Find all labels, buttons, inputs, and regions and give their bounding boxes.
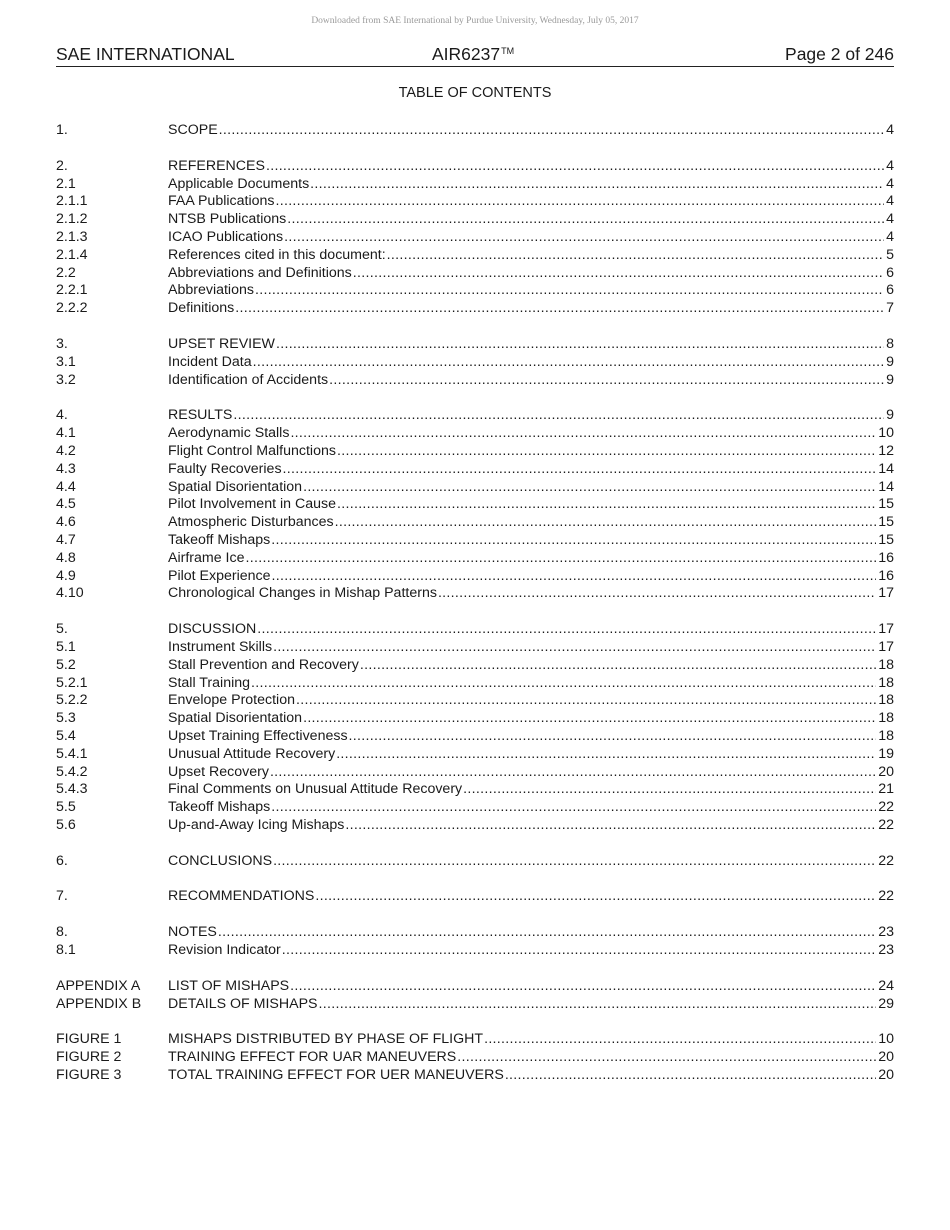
toc-entry[interactable] [56, 1049, 894, 1067]
toc-entry[interactable] [56, 265, 894, 283]
dot-leader [233, 407, 884, 425]
dot-leader [335, 514, 877, 532]
toc-entry-page: 15 [878, 496, 894, 513]
toc-entry-page: 6 [886, 282, 894, 299]
dot-leader [438, 585, 876, 603]
toc-entry-title: Chronological Changes in Mishap Patterns [168, 585, 437, 602]
dot-leader [235, 300, 884, 318]
toc-entry-page: 20 [878, 763, 894, 780]
toc-entry[interactable] [56, 996, 894, 1014]
dot-leader [284, 229, 884, 247]
toc-entry-page: 7 [886, 300, 894, 317]
toc-entry-number: 5. [56, 621, 68, 638]
toc-entry-number: 5.2.2 [56, 692, 88, 709]
toc-entry-page: 17 [878, 585, 894, 602]
toc-entry-page: 14 [878, 478, 894, 495]
toc-entry-page: 8 [886, 335, 894, 352]
dot-leader [251, 675, 876, 693]
toc-entry-page: 4 [886, 211, 894, 228]
dot-leader [253, 354, 885, 372]
trademark-mark: TM [501, 46, 515, 56]
toc-entry-page: 12 [878, 442, 894, 459]
toc-entry-page: 10 [878, 1031, 894, 1048]
toc-entry-title: Spatial Disorientation [168, 710, 303, 727]
dot-leader [273, 853, 876, 871]
toc-entry-number: 4.4 [56, 478, 76, 495]
toc-entry-number: 5.2.1 [56, 674, 88, 691]
toc-section-group [56, 888, 894, 906]
toc-entry-title: Aerodynamic Stalls [168, 425, 290, 442]
dot-leader [276, 336, 884, 354]
toc-entry-page: 9 [886, 371, 894, 388]
toc-entry-number: 8. [56, 924, 68, 941]
toc-entry-page: 15 [878, 531, 894, 548]
dot-leader [282, 942, 876, 960]
toc-entry-page: 17 [878, 638, 894, 655]
toc-entry-number: 5.6 [56, 816, 76, 833]
toc-entry-page: 22 [878, 816, 894, 833]
toc-entry-title: Flight Control Malfunctions [168, 442, 336, 459]
dot-leader [271, 532, 876, 550]
toc-entry[interactable] [56, 799, 894, 817]
dot-leader [287, 211, 884, 229]
toc-entry-page: 20 [878, 1067, 894, 1084]
toc-entry-page: 29 [878, 995, 894, 1012]
dot-leader [337, 443, 876, 461]
toc-entry-title: Stall Prevention and Recovery [168, 656, 359, 673]
toc-entry-page: 9 [886, 407, 894, 424]
org-name: SAE INTERNATIONAL [56, 44, 235, 64]
toc-entry-title: SCOPE [168, 122, 218, 138]
toc-entry[interactable] [56, 407, 894, 425]
toc-entry-title: DETAILS OF MISHAPS [168, 995, 318, 1012]
toc-entry-title: Abbreviations [168, 282, 254, 299]
toc-entry[interactable] [56, 781, 894, 799]
dot-leader [315, 888, 876, 906]
toc-entry-number: 4.10 [56, 585, 84, 602]
dot-leader [484, 1031, 876, 1049]
dot-leader [266, 158, 884, 176]
toc-entry[interactable] [56, 1031, 894, 1049]
toc-entry-page: 22 [878, 888, 894, 905]
toc-entry-title: Atmospheric Disturbances [168, 514, 334, 531]
dot-leader [283, 461, 877, 479]
toc-entry[interactable] [56, 461, 894, 479]
dot-leader [336, 746, 876, 764]
toc-entry-title: TRAINING EFFECT FOR UAR MANEUVERS [168, 1049, 457, 1066]
toc-section-group [56, 621, 894, 835]
toc-entry-title: Identification of Accidents [168, 371, 329, 388]
toc-entry-number: 2.1.4 [56, 246, 88, 263]
toc-entry-page: 4 [886, 157, 894, 174]
dot-leader [303, 479, 876, 497]
toc-entry-title: LIST OF MISHAPS [168, 977, 290, 994]
toc-entry-title: NOTES [168, 924, 217, 941]
toc-entry[interactable] [56, 888, 894, 906]
toc-entry-number: 4.1 [56, 425, 76, 442]
toc-entry-page: 10 [878, 425, 894, 442]
toc-entry-number: FIGURE 2 [56, 1049, 122, 1066]
toc-entry-page: 6 [886, 264, 894, 281]
toc-entry[interactable] [56, 514, 894, 532]
toc-entry-number: 4.3 [56, 460, 76, 477]
toc-entry-page: 4 [886, 175, 894, 192]
toc-entry[interactable] [56, 176, 894, 194]
toc-entry-page: 16 [878, 567, 894, 584]
toc-entry-page: 18 [878, 674, 894, 691]
toc-entry[interactable] [56, 247, 894, 265]
toc-section-group [56, 336, 894, 389]
toc-entry-number: FIGURE 1 [56, 1031, 122, 1048]
dot-leader [349, 728, 877, 746]
toc-section-group [56, 978, 894, 1014]
toc-entry[interactable] [56, 978, 894, 996]
toc-entry-page: 22 [878, 799, 894, 816]
page-number: Page 2 of 246 [785, 44, 894, 64]
toc-entry-page: 15 [878, 514, 894, 531]
dot-leader [290, 978, 876, 996]
toc-entry-page: 4 [886, 193, 894, 210]
toc-entry-title: Applicable Documents [168, 175, 310, 192]
toc-entry-number: 6. [56, 852, 68, 869]
toc-entry-title: Pilot Experience [168, 567, 271, 584]
toc-entry-page: 4 [886, 122, 894, 138]
toc-entry[interactable] [56, 1067, 894, 1085]
toc-entry-number: 3.1 [56, 353, 76, 370]
toc-entry[interactable] [56, 924, 894, 942]
document-id-text: AIR6237 [432, 44, 501, 64]
download-watermark: Downloaded from SAE International by Purdue University, Wednesday, July 05, 2017 [311, 16, 639, 26]
toc-entry-number: 4.2 [56, 442, 76, 459]
toc-entry-title: Airframe Ice [168, 549, 245, 566]
dot-leader [353, 265, 884, 283]
toc-entry-number: APPENDIX B [56, 995, 142, 1012]
toc-entry[interactable] [56, 764, 894, 782]
document-id [432, 44, 514, 65]
toc-entry-title: RECOMMENDATIONS [168, 888, 315, 905]
dot-leader [270, 764, 876, 782]
toc-entry-number: 4.8 [56, 549, 76, 566]
toc-entry-title: NTSB Publications [168, 211, 287, 228]
toc-section-group [56, 924, 894, 960]
toc-entry-page: 23 [878, 942, 894, 959]
toc-entry[interactable] [56, 817, 894, 835]
toc-entry[interactable] [56, 675, 894, 693]
dot-leader [255, 282, 884, 300]
toc-entry-title: TOTAL TRAINING EFFECT FOR UER MANEUVERS [168, 1067, 504, 1084]
toc-entry-number: 5.4.2 [56, 763, 88, 780]
dot-leader [290, 425, 876, 443]
dot-leader [273, 639, 876, 657]
toc-entry[interactable] [56, 853, 894, 871]
toc-entry-number: 2.1.1 [56, 193, 88, 210]
dot-leader [360, 657, 876, 675]
toc-entry[interactable] [56, 692, 894, 710]
toc-entry-page: 18 [878, 710, 894, 727]
toc-entry[interactable] [56, 211, 894, 229]
toc-entry-number: 3. [56, 335, 68, 352]
dot-leader [329, 372, 884, 390]
toc-entry-number: 4.9 [56, 567, 76, 584]
toc-entry-number: 5.2 [56, 656, 76, 673]
dot-leader [272, 568, 877, 586]
toc-entry-title: MISHAPS DISTRIBUTED BY PHASE OF FLIGHT [168, 1031, 484, 1048]
toc-entry-number: 3.2 [56, 371, 76, 388]
toc-entry-title: Instrument Skills [168, 638, 273, 655]
toc-section-group [56, 158, 894, 318]
toc-entry-title: ICAO Publications [168, 228, 284, 245]
toc-entry-number: 5.3 [56, 710, 76, 727]
toc-entry-title: Pilot Involvement in Cause [168, 496, 336, 513]
dot-leader [457, 1049, 876, 1067]
toc-entry[interactable] [56, 568, 894, 586]
toc-entry-page: 23 [878, 924, 894, 941]
toc-entry-title: Incident Data [168, 353, 252, 370]
toc-entry[interactable] [56, 354, 894, 372]
toc-entry-number: 1. [56, 122, 68, 138]
toc-entry-title: Takeoff Mishaps [168, 799, 271, 816]
toc-entry[interactable] [56, 657, 894, 675]
toc-entry-title: Final Comments on Unusual Attitude Recovery [168, 781, 463, 798]
toc-entry-number: 5.4.3 [56, 781, 88, 798]
toc-entry-page: 5 [886, 246, 894, 263]
dot-leader [275, 193, 884, 211]
toc-section-group [56, 853, 894, 871]
dot-leader [219, 122, 884, 140]
toc-entry[interactable] [56, 479, 894, 497]
dot-leader [505, 1067, 876, 1085]
dot-leader [303, 710, 876, 728]
toc-entry-title: Revision Indicator [168, 942, 281, 959]
toc-entry[interactable] [56, 710, 894, 728]
toc-entry-number: 4.5 [56, 496, 76, 513]
toc-section-group [56, 122, 894, 140]
toc-entry-title: DISCUSSION [168, 621, 257, 638]
toc-entry-title: RESULTS [168, 407, 233, 424]
toc-entry-title: Unusual Attitude Recovery [168, 745, 336, 762]
toc-entry[interactable] [56, 585, 894, 603]
toc-entry[interactable] [56, 229, 894, 247]
toc-entry-number: 2.2.1 [56, 282, 88, 299]
toc-entry[interactable] [56, 942, 894, 960]
toc-entry-title: Upset Recovery [168, 763, 269, 780]
toc-entry-title: Stall Training [168, 674, 251, 691]
toc-entry-title: References cited in this document: [168, 246, 386, 263]
dot-leader [296, 692, 876, 710]
dot-leader [345, 817, 876, 835]
toc-entry-number: APPENDIX A [56, 977, 141, 994]
toc-entry-number: 2. [56, 157, 68, 174]
toc-entry-title: Takeoff Mishaps [168, 531, 271, 548]
toc-entry-number: 5.5 [56, 799, 76, 816]
toc-entry-page: 18 [878, 727, 894, 744]
toc-entry[interactable] [56, 300, 894, 318]
dot-leader [337, 496, 876, 514]
toc-entry-title: Abbreviations and Definitions [168, 264, 352, 281]
page-header [56, 44, 894, 67]
dot-leader [271, 799, 876, 817]
toc-entry-number: 2.1.2 [56, 211, 88, 228]
toc-entry-number: 2.1.3 [56, 228, 88, 245]
toc-entry-page: 18 [878, 692, 894, 709]
toc-entry-title: Envelope Protection [168, 692, 295, 709]
dot-leader [319, 996, 877, 1014]
toc-entry-page: 19 [878, 745, 894, 762]
toc-entry-page: 17 [878, 621, 894, 638]
toc-entry[interactable] [56, 639, 894, 657]
toc-entry-title: Definitions [168, 300, 235, 317]
toc-entry-title: Upset Training Effectiveness [168, 727, 348, 744]
toc-entry[interactable] [56, 425, 894, 443]
dot-leader [310, 176, 884, 194]
toc-entry-page: 14 [878, 460, 894, 477]
toc-entry-page: 22 [878, 852, 894, 869]
toc-entry-title: Up-and-Away Icing Mishaps [168, 816, 345, 833]
toc-entry-number: 5.4.1 [56, 745, 88, 762]
toc-entry-page: 21 [878, 781, 894, 798]
toc-entry-page: 9 [886, 353, 894, 370]
toc-entry-number: FIGURE 3 [56, 1067, 122, 1084]
table-of-contents [56, 122, 894, 1103]
toc-entry[interactable] [56, 746, 894, 764]
dot-leader [257, 621, 876, 639]
toc-entry[interactable] [56, 728, 894, 746]
toc-entry-number: 2.2.2 [56, 300, 88, 317]
toc-entry[interactable] [56, 550, 894, 568]
toc-entry-title: CONCLUSIONS [168, 852, 273, 869]
toc-entry[interactable] [56, 532, 894, 550]
toc-entry[interactable] [56, 122, 894, 140]
toc-entry-page: 18 [878, 656, 894, 673]
toc-entry[interactable] [56, 496, 894, 514]
toc-entry-title: REFERENCES [168, 157, 265, 174]
toc-entry-page: 20 [878, 1049, 894, 1066]
toc-entry[interactable] [56, 443, 894, 461]
toc-entry-title: UPSET REVIEW [168, 335, 275, 352]
dot-leader [463, 781, 876, 799]
toc-section-group [56, 407, 894, 603]
toc-entry-number: 4.7 [56, 531, 76, 548]
dot-leader [387, 247, 884, 265]
toc-entry-title: FAA Publications [168, 193, 275, 210]
toc-entry-number: 5.1 [56, 638, 76, 655]
toc-entry-page: 4 [886, 228, 894, 245]
toc-entry-number: 8.1 [56, 942, 76, 959]
toc-heading: TABLE OF CONTENTS [398, 85, 552, 101]
dot-leader [218, 924, 876, 942]
toc-entry[interactable] [56, 158, 894, 176]
toc-entry[interactable] [56, 336, 894, 354]
toc-section-group [56, 1031, 894, 1084]
dot-leader [245, 550, 876, 568]
toc-entry-title: Spatial Disorientation [168, 478, 303, 495]
toc-entry-page: 24 [878, 977, 894, 994]
toc-entry-number: 5.4 [56, 727, 76, 744]
toc-entry-number: 2.2 [56, 264, 76, 281]
toc-entry-number: 2.1 [56, 175, 76, 192]
toc-entry-page: 16 [878, 549, 894, 566]
toc-entry-title: Faulty Recoveries [168, 460, 282, 477]
toc-entry-number: 4. [56, 407, 68, 424]
toc-entry-number: 4.6 [56, 514, 76, 531]
toc-entry[interactable] [56, 193, 894, 211]
toc-entry[interactable] [56, 282, 894, 300]
toc-entry[interactable] [56, 372, 894, 390]
toc-entry-number: 7. [56, 888, 68, 905]
toc-entry[interactable] [56, 621, 894, 639]
